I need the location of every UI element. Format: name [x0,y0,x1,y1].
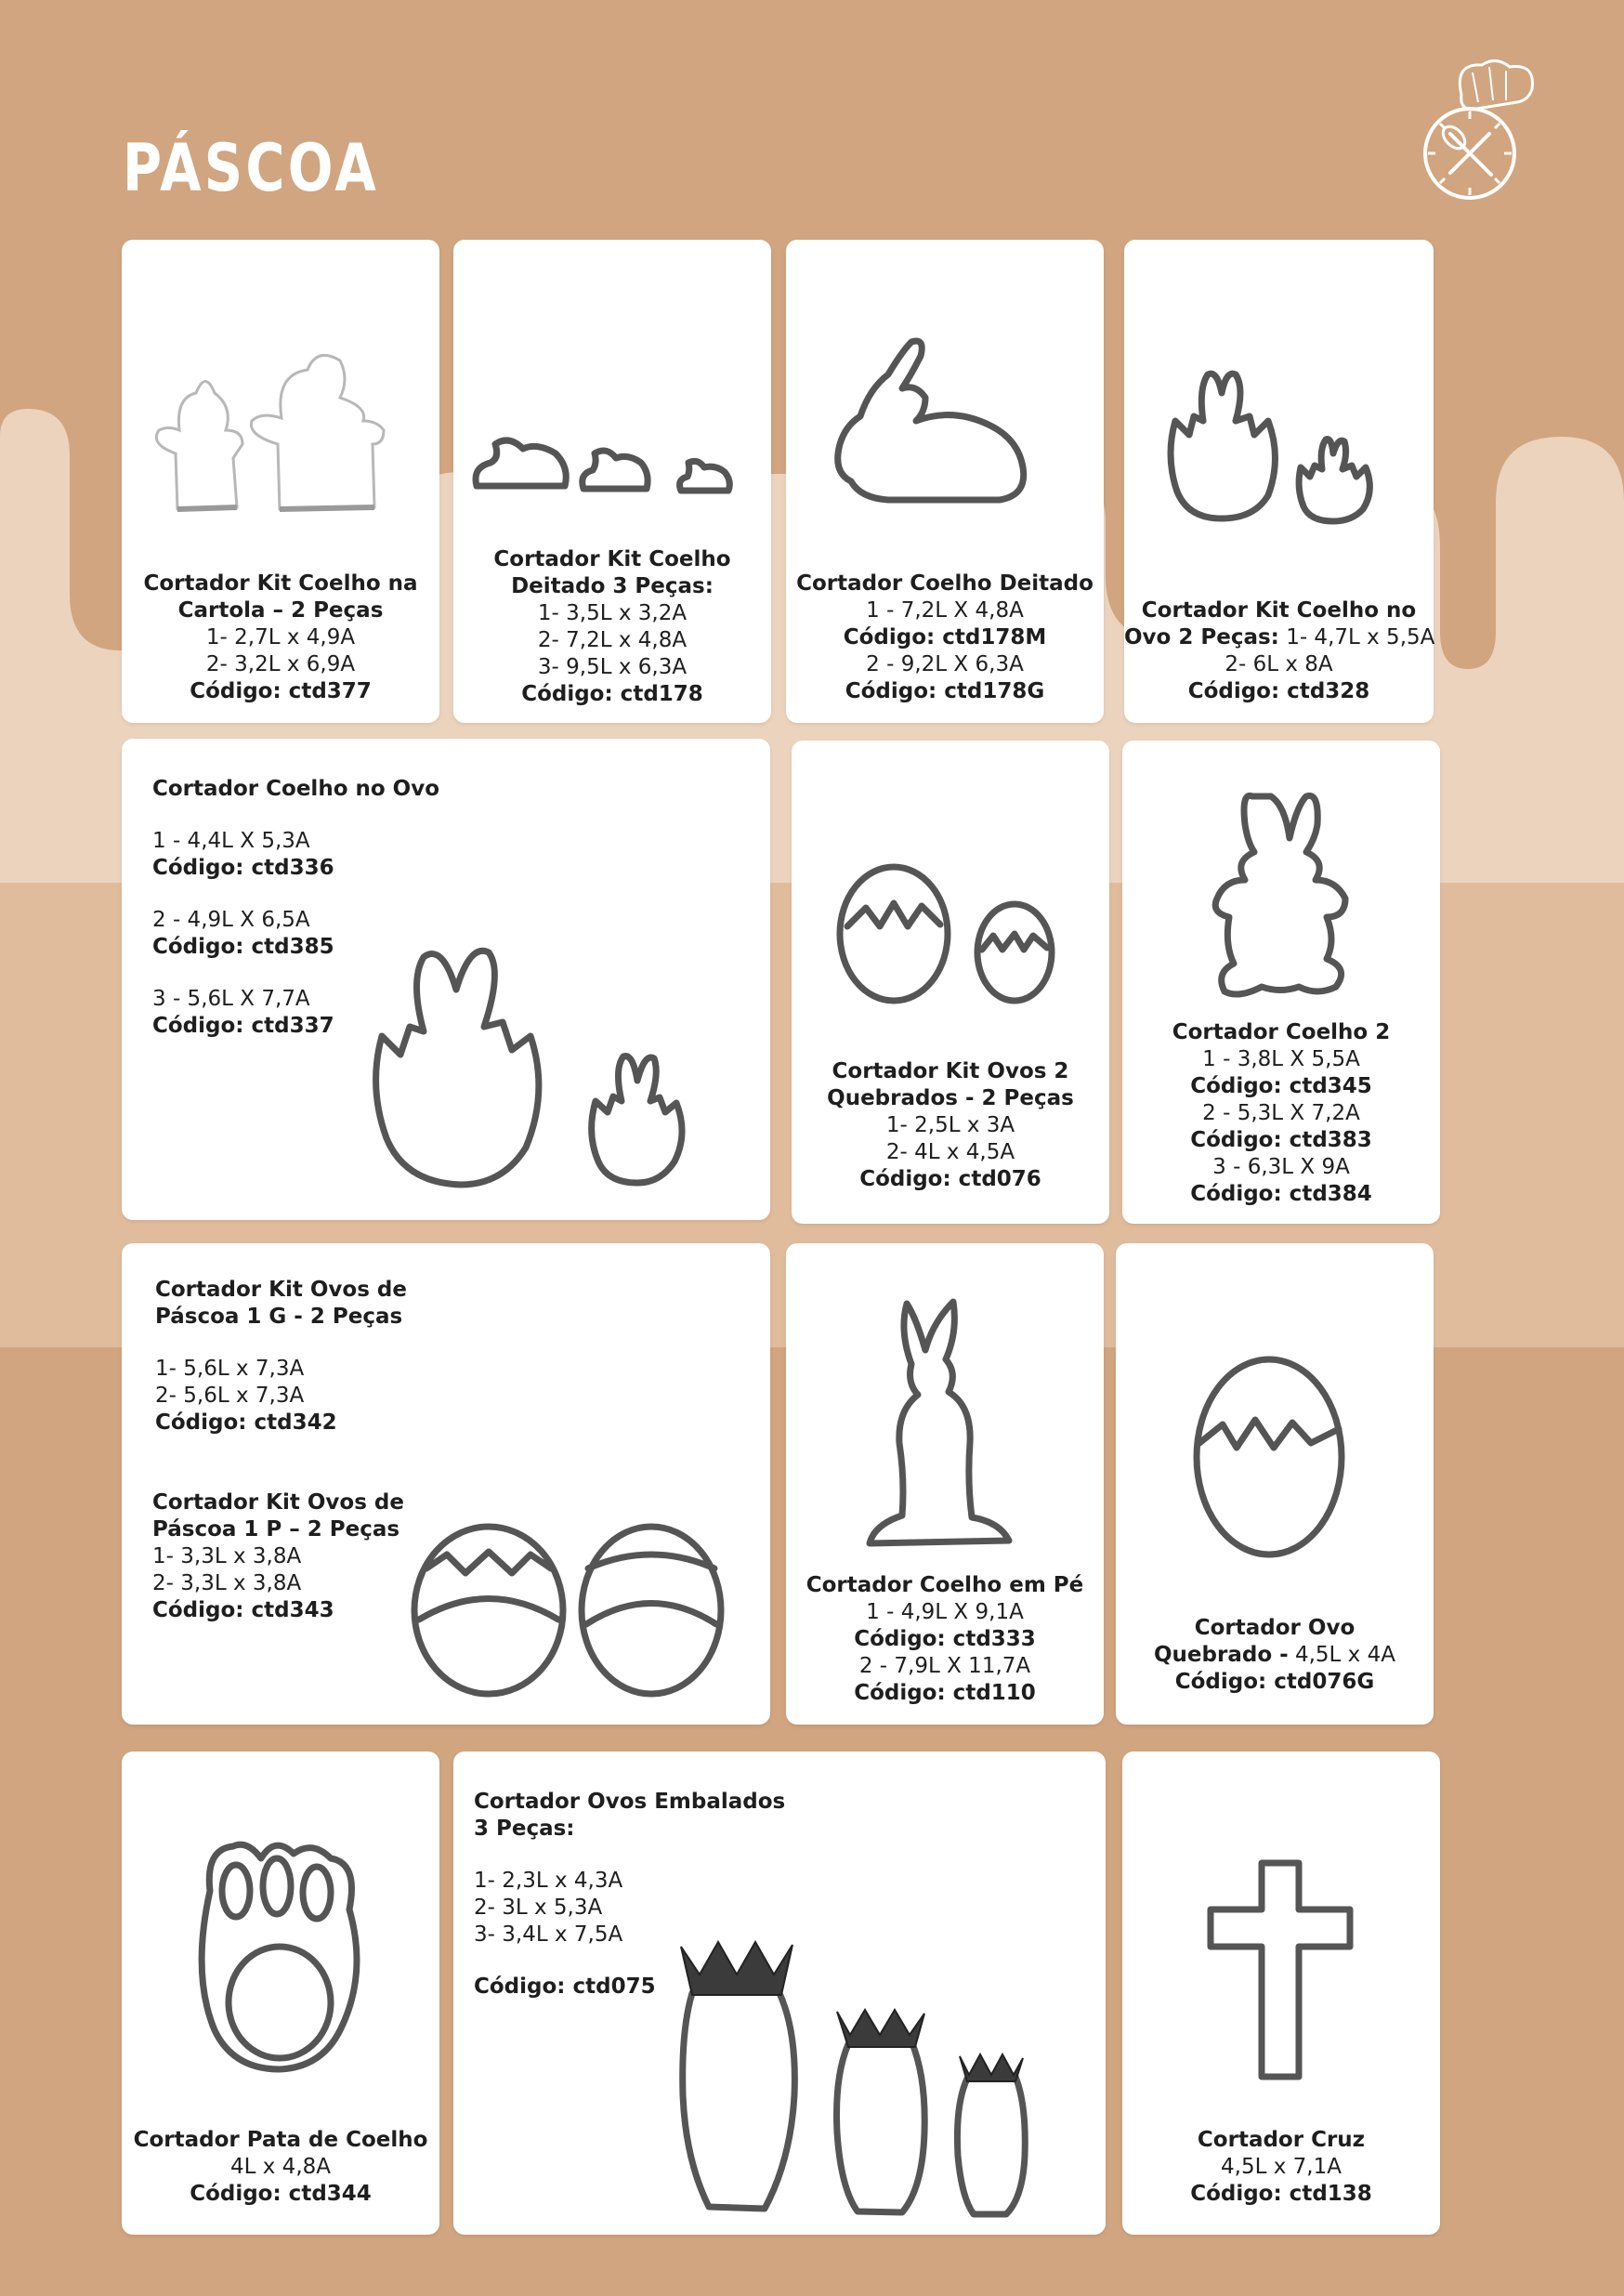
product-card-ovos-embalados[interactable] [453,1752,1106,2235]
bunny-paw-cutter-icon [182,1835,377,2077]
product-card-pata-de-coelho[interactable] [122,1752,439,2235]
product-card-coelho-no-ovo[interactable] [122,739,770,1220]
product-text: Cortador Kit Coelho na Cartola – 2 Peças 1- 2,7L x 4,9A 2- 3,2L x 6,9A Código: ctd377 [143,571,418,703]
product-card-cruz[interactable] [1122,1752,1440,2235]
chef-hat-clock-whisk-icon [1417,56,1547,204]
broken-egg-set-icon [833,852,1075,1019]
product-text: Cortador Coelho 2 1 - 3,8L X 5,5A Código: ctd345 2 - 5,3L X 7,2A Código: ctd383 3 - 6,3L X 9A Código: ctd384 [1172,1020,1391,1206]
easter-egg-set-icon [410,1503,726,1699]
product-card-coelho-no-ovo-kit[interactable] [1124,240,1434,723]
sitting-bunny-cutter-icon [860,1294,1037,1555]
product-card-coelho-deitado[interactable] [786,240,1104,723]
product-text: Cortador Ovos Embalados 3 Peças: 1- 2,3L x 4,3A 2- 3L x 5,3A 3- 3,4L x 7,5A Código: ctd075 [474,1790,786,1999]
product-card-coelho-cartola[interactable] [122,240,439,723]
product-text: Cortador Kit Coelho no Ovo 2 Peças: 1- 4,7L x 5,5A 2- 6L x 8A Código: ctd328 [1124,598,1435,703]
product-text: Cortador Kit Ovos 2 Quebrados - 2 Peças 1- 2,5L x 3A 2- 4L x 4,5A Código: ctd076 [827,1059,1074,1191]
product-text: Cortador Coelho no Ovo 1 - 4,4L X 5,3A Código: ctd336 2 - 4,9L X 6,5A Código: ctd385 3 - 5,6L X 7,7A Código: ctd337 [152,777,440,1038]
product-card-ovos-pascoa-kits[interactable] [122,1243,770,1725]
product-text: Cortador Ovo Quebrado - 4,5L x 4A Código: ctd076G [1154,1616,1395,1694]
cross-cutter-icon [1201,1854,1359,2086]
lying-bunny-set-icon [472,416,760,500]
product-text: Cortador Pata de Coelho 4L x 4,8A Código: ctd344 [133,2128,428,2206]
bunny-in-egg-set-icon [1166,365,1398,523]
product-text: Cortador Coelho Deitado 1 - 7,2L X 4,8A Código: ctd178M 2 - 9,2L X 6,3A Código: ctd178G [796,571,1094,703]
product-text: Cortador Coelho em Pé 1 - 4,9L X 9,1A Código: ctd333 2 - 7,9L X 11,7A Código: ctd110 [805,1573,1084,1705]
product-card-coelho-em-pe[interactable] [786,1243,1104,1725]
product-text: Cortador Kit Ovos de Páscoa 1 G - 2 Peças 1- 5,6L x 7,3A 2- 5,6L x 7,3A Código: ctd342 [155,1278,407,1435]
product-card-coelho-deitado-kit[interactable] [453,240,771,723]
lying-bunny-cutter-icon [832,333,1055,518]
standing-bunny-cutter-icon [1197,787,1364,1001]
product-text: Cortador Kit Ovos de Páscoa 1 P – 2 Peças 1- 3,3L x 3,8A 2- 3,3L x 3,8A Código: ctd343 [152,1490,404,1622]
product-text: Cortador Kit Coelho Deitado 3 Peças: 1- 3,5L x 3,2A 2- 7,2L x 4,8A 3- 9,5L x 6,3A Código: ctd178 [493,547,731,706]
page-title: PÁSCOA [123,130,380,206]
product-text: Cortador Cruz 4,5L x 7,1A Código: ctd138 [1190,2128,1372,2206]
bunny-in-hat-cutter-icon [140,342,419,528]
product-card-ovo-quebrado[interactable] [1116,1243,1434,1725]
broken-egg-cutter-icon [1185,1350,1353,1564]
product-card-ovos-quebrados-kit[interactable] [792,741,1109,1224]
product-card-coelho-2[interactable] [1122,741,1440,1224]
